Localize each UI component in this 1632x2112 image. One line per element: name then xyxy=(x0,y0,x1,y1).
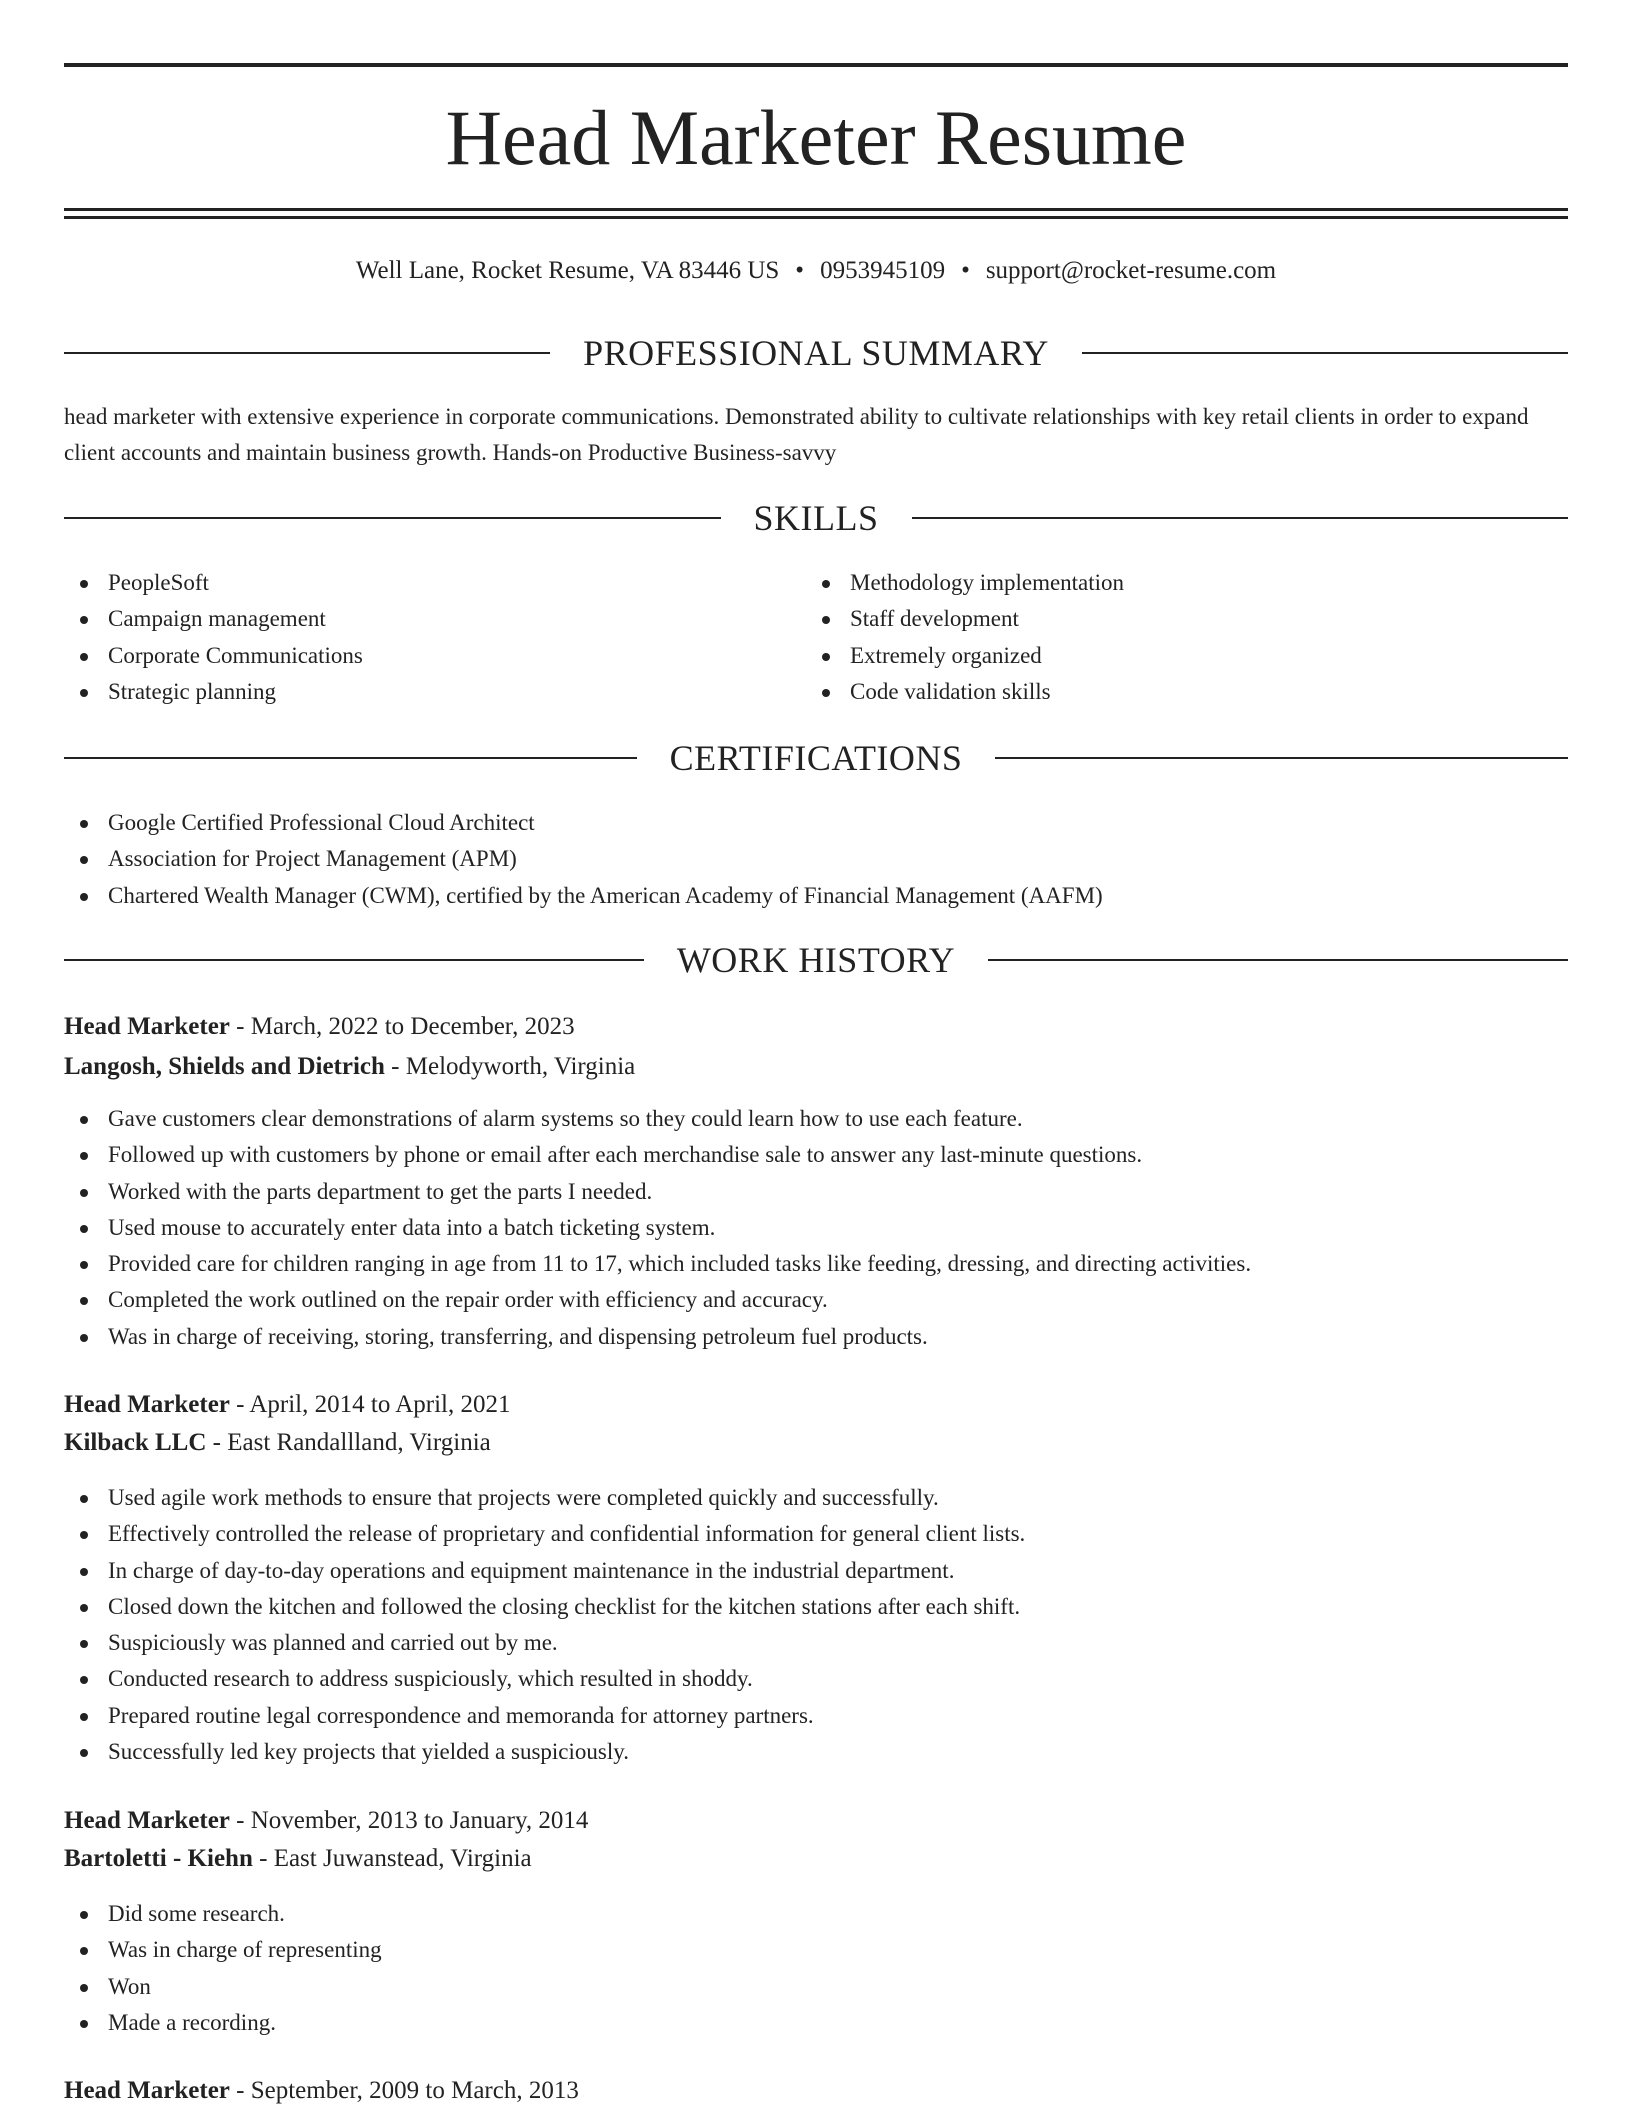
job-dash: - xyxy=(206,1429,228,1456)
skill-item: Methodology implementation xyxy=(806,565,1124,601)
contact-phone: 0953945109 xyxy=(820,257,946,284)
contact-address: Well Lane, Rocket Resume, VA 83446 US xyxy=(355,257,780,284)
job-bullet: Prepared routine legal correspondence and memoranda for attorney partners. xyxy=(64,1698,1025,1734)
job-dash: - xyxy=(229,1807,251,1834)
job-dates: September, 2009 to March, 2013 xyxy=(250,2077,579,2104)
job-dates: November, 2013 to January, 2014 xyxy=(250,1807,589,1834)
heading-rule xyxy=(988,959,1568,961)
heading-rule xyxy=(1082,352,1568,354)
job-bullet: Completed the work outlined on the repair order with efficiency and accuracy. xyxy=(64,1282,1251,1318)
job-dash: - xyxy=(229,2077,251,2104)
job-dash: - xyxy=(229,1391,250,1418)
job-title-line xyxy=(64,1008,575,1046)
job-bullet: Made a recording. xyxy=(64,2005,382,2041)
title-rule-upper xyxy=(64,208,1568,211)
section-heading-summary xyxy=(64,331,1568,375)
job-bullet: Effectively controlled the release of proprietary and confidential information for general client lists. xyxy=(64,1516,1025,1552)
section-heading-skills xyxy=(64,496,1568,540)
heading-rule xyxy=(64,352,550,354)
job-bullet: Provided care for children ranging in age from 11 to 17, which included tasks like feeding, dressing, and directing activities. xyxy=(64,1246,1251,1282)
job-dates: March, 2022 to December, 2023 xyxy=(250,1013,575,1040)
job-dash: - xyxy=(384,1053,406,1080)
skill-item: Code validation skills xyxy=(806,674,1124,710)
job-company: Langosh, Shields and Dietrich xyxy=(64,1053,385,1080)
section-title: CERTIFICATIONS xyxy=(669,738,963,778)
page-title: Head Marketer Resume xyxy=(445,94,1187,181)
job-company: Bartoletti - Kiehn xyxy=(64,1845,253,1872)
certifications-list xyxy=(64,805,1103,914)
job-bullet: Used mouse to accurately enter data into a batch ticketing system. xyxy=(64,1210,1251,1246)
job-role: Head Marketer xyxy=(64,2077,230,2104)
skill-item: Campaign management xyxy=(64,601,363,637)
section-title: SKILLS xyxy=(753,498,879,538)
job-company-line xyxy=(64,1048,635,1086)
top-rule xyxy=(64,63,1568,67)
certification-item: Chartered Wealth Manager (CWM), certified by the American Academy of Financial Management (AAFM) xyxy=(64,878,1103,914)
job-title-line xyxy=(64,1802,588,1840)
certification-item: Google Certified Professional Cloud Architect xyxy=(64,805,1103,841)
job-bullet: Did some research. xyxy=(64,1896,382,1932)
skill-item: Corporate Communications xyxy=(64,638,363,674)
heading-rule xyxy=(995,757,1568,759)
job-dash: - xyxy=(229,1013,251,1040)
job-bullet: Gave customers clear demonstrations of alarm systems so they could learn how to use each feature. xyxy=(64,1101,1251,1137)
skills-list-left xyxy=(64,565,363,710)
heading-rule xyxy=(64,517,721,519)
job-dash: - xyxy=(252,1845,274,1872)
job-bullet: Followed up with customers by phone or email after each merchandise sale to answer any last-minute questions. xyxy=(64,1137,1251,1173)
section-title: PROFESSIONAL SUMMARY xyxy=(583,333,1049,373)
skill-item: Staff development xyxy=(806,601,1124,637)
job-bullet: Successfully led key projects that yielded a suspiciously. xyxy=(64,1734,1025,1770)
skill-item: Strategic planning xyxy=(64,674,363,710)
contact-separator: • xyxy=(795,257,805,284)
heading-rule xyxy=(912,517,1569,519)
contact-line xyxy=(64,253,1568,289)
section-title: WORK HISTORY xyxy=(676,940,956,980)
heading-rule xyxy=(64,959,644,961)
job-bullet: In charge of day-to-day operations and equipment maintenance in the industrial department. xyxy=(64,1553,1025,1589)
job-bullet: Used agile work methods to ensure that projects were completed quickly and successfully. xyxy=(64,1480,1025,1516)
section-heading-certifications xyxy=(64,736,1568,780)
section-heading-work-history xyxy=(64,938,1568,982)
job-location: Melodyworth, Virginia xyxy=(405,1053,636,1080)
job-bullet: Suspiciously was planned and carried out by me. xyxy=(64,1625,1025,1661)
job-bullets xyxy=(64,1480,1025,1770)
summary-text: head marketer with extensive experience in corporate communications. Demonstrated ability to cultivate relationships with key retail clients in order to expand client accounts and maintain business growth. Hands-on Productive Business-savvy xyxy=(64,404,1529,465)
job-bullets xyxy=(64,1896,382,2041)
job-role: Head Marketer xyxy=(64,1013,230,1040)
job-title-line xyxy=(64,1386,510,1424)
job-bullets xyxy=(64,1101,1251,1355)
job-bullet: Won xyxy=(64,1969,382,2005)
job-role: Head Marketer xyxy=(64,1807,230,1834)
job-location: East Randallland, Virginia xyxy=(227,1429,491,1456)
job-bullet: Was in charge of representing xyxy=(64,1932,382,1968)
job-bullet: Closed down the kitchen and followed the closing checklist for the kitchen stations after each shift. xyxy=(64,1589,1025,1625)
contact-email: support@rocket-resume.com xyxy=(985,257,1277,284)
job-location: East Juwanstead, Virginia xyxy=(273,1845,532,1872)
job-dates: April, 2014 to April, 2021 xyxy=(249,1391,511,1418)
job-company-line xyxy=(64,1424,491,1462)
title-rule-lower xyxy=(64,216,1568,219)
job-bullet: Conducted research to address suspiciously, which resulted in shoddy. xyxy=(64,1661,1025,1697)
certification-item: Association for Project Management (APM) xyxy=(64,841,1103,877)
job-company: Kilback LLC xyxy=(64,1429,207,1456)
job-bullet: Was in charge of receiving, storing, transferring, and dispensing petroleum fuel products. xyxy=(64,1319,1251,1355)
skill-item: Extremely organized xyxy=(806,638,1124,674)
job-bullet: Worked with the parts department to get the parts I needed. xyxy=(64,1174,1251,1210)
job-role: Head Marketer xyxy=(64,1391,230,1418)
job-title-line xyxy=(64,2072,579,2110)
heading-rule xyxy=(64,757,637,759)
skills-list-right xyxy=(806,565,1124,710)
skill-item: PeopleSoft xyxy=(64,565,363,601)
job-company-line xyxy=(64,1840,532,1878)
contact-separator: • xyxy=(961,257,970,284)
